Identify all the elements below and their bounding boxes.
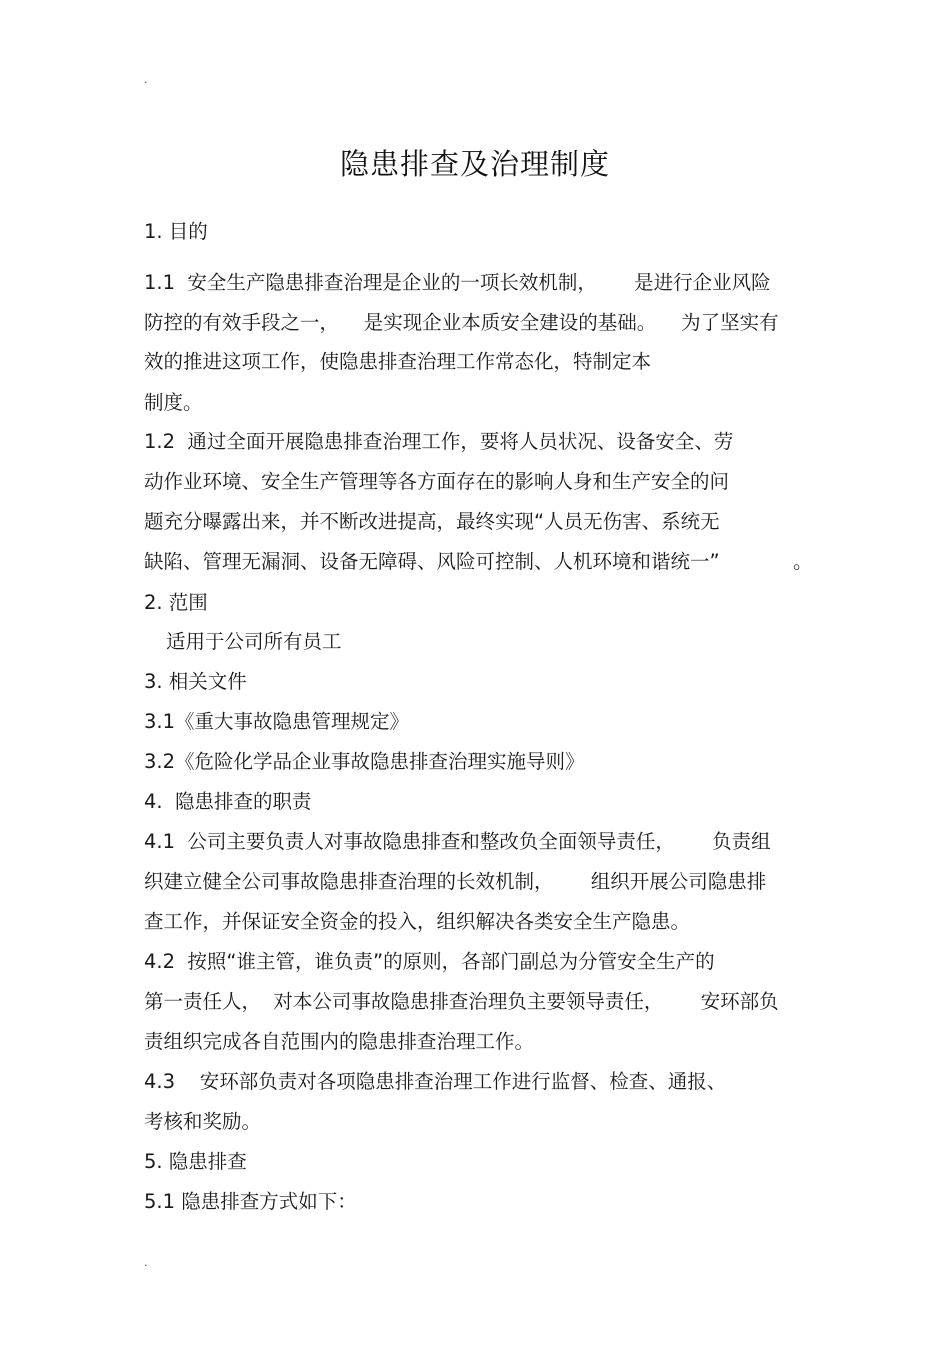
section-2-heading: 2. 范围	[144, 591, 208, 614]
paragraph-4-3-line-1: 4.3 安环部负责对各项隐患排查治理工作进行监督、检查、通报、	[144, 1070, 727, 1093]
paragraph-1-1-line-1: 1.1 安全生产隐患排查治理是企业的一项长效机制， 是进行企业风险	[144, 271, 771, 294]
section-4-heading: 4. 隐患排查的职责	[144, 790, 312, 813]
paragraph-1-2-line-4: 缺陷、管理无漏洞、设备无障碍、风险可控制、人机环境和谐统一”	[144, 550, 720, 573]
section-1-heading: 1. 目的	[144, 220, 208, 243]
paragraph-4-1-line-2: 织建立健全公司事故隐患排查治理的长效机制， 组织开展公司隐患排	[144, 870, 767, 893]
scope-text: 适用于公司所有员工	[166, 630, 342, 653]
paragraph-5-1-line-1: 5.1 隐患排查方式如下：	[144, 1190, 357, 1213]
section-3-heading: 3. 相关文件	[144, 670, 247, 693]
paragraph-1-2-line-3: 题充分曝露出来，并不断改进提高，最终实现“人员无伤害、系统无	[144, 510, 720, 533]
section-5-heading: 5. 隐患排查	[144, 1150, 247, 1173]
paragraph-4-1-line-3: 查工作，并保证安全资金的投入，组织解决各类安全生产隐患。	[144, 910, 691, 933]
document-title: 隐患排查及治理制度	[339, 147, 610, 181]
paragraph-1-1-line-2: 防控的有效手段之一， 是实现企业本质安全建设的基础。 为了坚实有	[144, 311, 779, 334]
paragraph-1-1-line-3: 效的推进这项工作，使隐患排查治理工作常态化，特制定本	[144, 350, 652, 373]
paragraph-1-1-line-4: 制度。	[144, 391, 203, 414]
document-ref-3-2: 3.2《危险化学品企业事故隐患排查治理实施导则》	[144, 750, 585, 773]
paragraph-4-3-line-2: 考核和奖励。	[144, 1110, 262, 1133]
paragraph-4-2-line-3: 责组织完成各自范围内的隐患排查治理工作。	[144, 1030, 535, 1053]
paragraph-4-2-line-1: 4.2 按照“谁主管，谁负责”的原则，各部门副总为分管安全生产的	[144, 950, 715, 973]
paragraph-1-2-line-1: 1.2 通过全面开展隐患排查治理工作，要将人员状况、设备安全、劳	[144, 430, 734, 453]
document-ref-3-1: 3.1《重大事故隐患管理规定》	[144, 710, 410, 733]
paragraph-4-2-line-2: 第一责任人， 对本公司事故隐患排查治理负主要领导责任， 安环部负	[144, 990, 779, 1013]
paragraph-1-2-line-2: 动作业环境、安全生产管理等各方面存在的影响人身和生产安全的问	[144, 470, 730, 493]
paragraph-4-1-line-1: 4.1 公司主要负责人对事故隐患排查和整改负全面领导责任， 负责组	[144, 830, 771, 853]
corner-mark-top: .	[144, 73, 148, 86]
paragraph-1-2-end-mark: 。	[793, 550, 813, 573]
corner-mark-bottom: .	[144, 1256, 148, 1269]
